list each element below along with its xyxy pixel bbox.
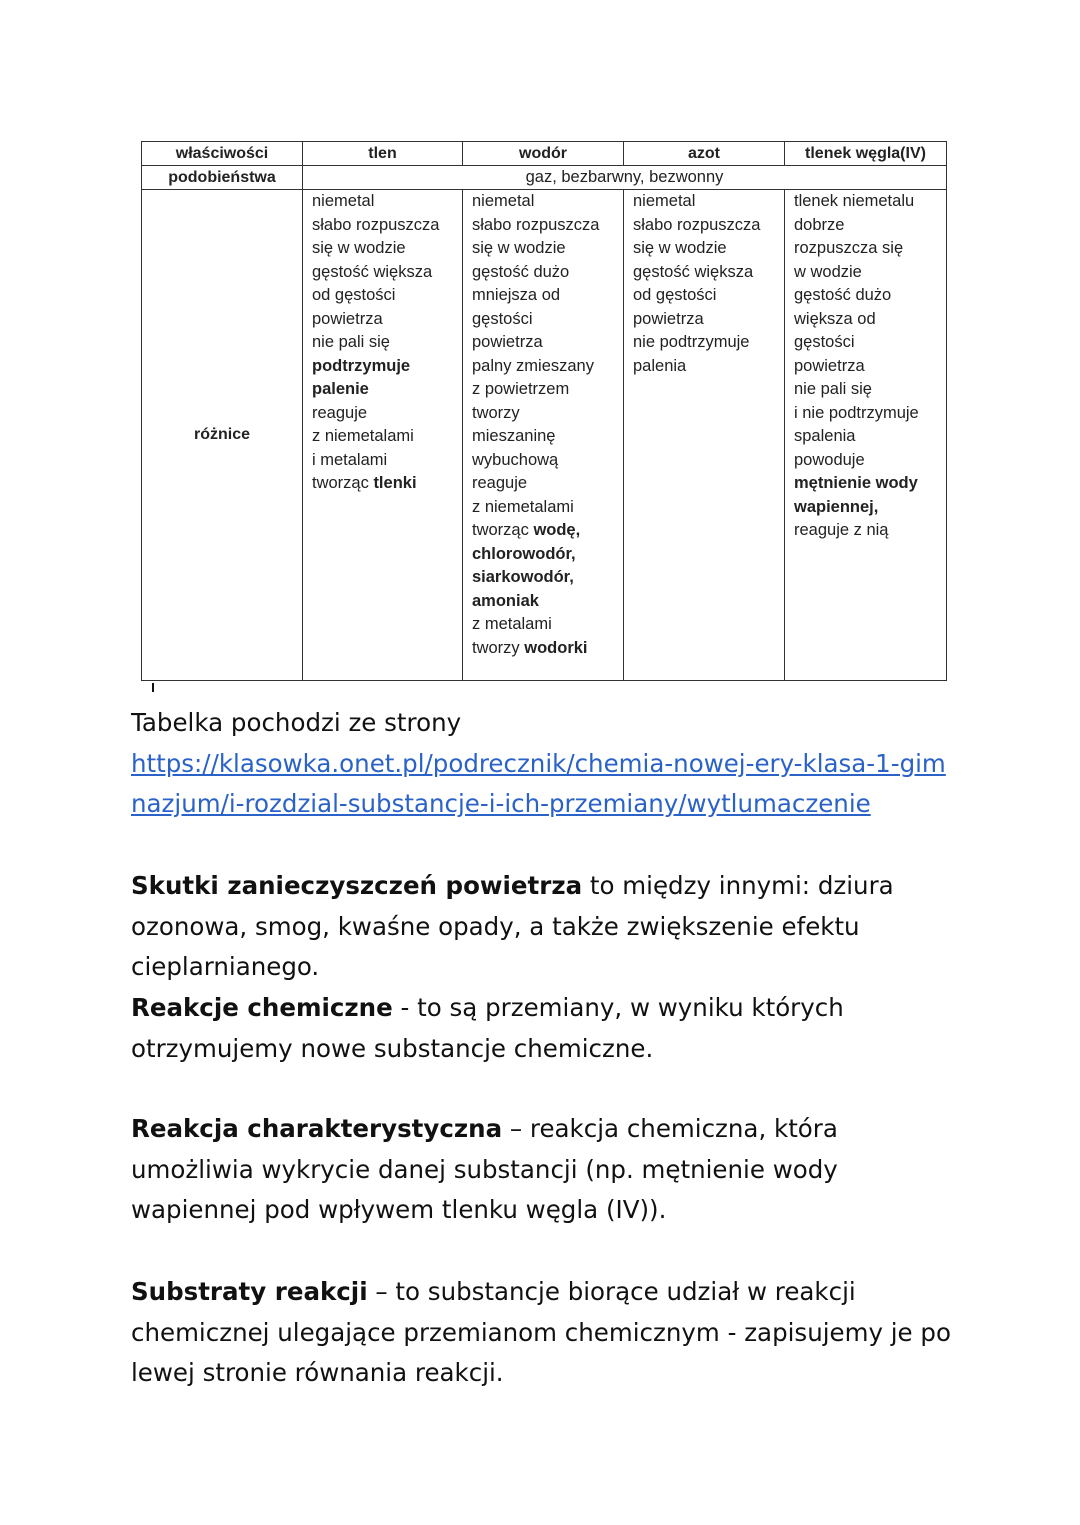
cell-line: i metalami [312, 450, 388, 469]
carbon-dioxide-differences-list [794, 190, 946, 543]
cell-line: reaguje z nią [794, 521, 889, 539]
cell-line: powietrza [312, 309, 383, 328]
oxygen-last-line [312, 472, 462, 496]
cell-line: z metalami [472, 615, 552, 633]
cell-line: od gęstości [312, 286, 396, 304]
properties-table [141, 141, 947, 681]
nitrogen-differences-list [633, 190, 784, 378]
text-characteristic-reaction: – reakcja chemiczna, która umożliwia wykrycie danej substancji (np. mętnienie wody wapiennej pod wpływem tlenku węgla (IV)). [131, 1114, 838, 1224]
cell-line: rozpuszcza się [794, 239, 904, 257]
hydrogen-last-bold: wodorki [524, 638, 588, 657]
cell-line: niemetal [472, 192, 535, 210]
cell-line: wapiennej, [794, 497, 879, 516]
paragraph-characteristic-reaction [131, 1109, 961, 1231]
similarities-value: gaz, bezbarwny, bezwonny [303, 166, 947, 190]
cell-line: się w wodzie [312, 239, 406, 257]
cell-line: nie pali się [312, 333, 390, 351]
differences-row [142, 190, 947, 681]
paragraph-pollution-effects [131, 866, 961, 988]
cell-line: gęstości [794, 333, 855, 351]
carbon-dioxide-differences [785, 190, 947, 681]
cell-line: większa od [794, 309, 876, 328]
hydrogen-differences [463, 190, 624, 681]
header-oxygen: tlen [303, 142, 463, 166]
hydrogen-differences-list-2 [472, 543, 623, 637]
cell-line: gęstość większa [633, 262, 754, 281]
nitrogen-differences [624, 190, 785, 681]
cell-line: mieszaninę [472, 427, 556, 445]
term-pollution-effects: Skutki zanieczyszczeń powietrza [131, 871, 583, 900]
hydrogen-last-line [472, 637, 623, 661]
cell-line: palenie [312, 380, 369, 398]
oxygen-last-bold: tlenki [373, 474, 417, 492]
cell-line: słabo rozpuszcza [633, 215, 761, 234]
cell-line: dobrze [794, 215, 845, 234]
text-reaction-substrates: – to substancje biorące udział w reakcji chemicznej ulegające przemianom chemicznym - zapisujemy je po lewej stronie równania reakcji. [131, 1277, 951, 1387]
cell-line: reaguje [312, 403, 368, 422]
cell-line: amoniak [472, 591, 539, 610]
cell-line: niemetal [633, 192, 696, 210]
cell-line: mętnienie wody [794, 474, 918, 492]
cell-line: z powietrzem [472, 380, 570, 398]
cell-line: i nie podtrzymuje [794, 403, 919, 422]
oxygen-differences [303, 190, 463, 681]
header-properties: właściwości [142, 142, 303, 166]
similarities-row [142, 166, 947, 190]
header-hydrogen: wodór [463, 142, 624, 166]
cell-line: powietrza [633, 309, 704, 328]
hydrogen-differences-list [472, 190, 623, 519]
similarities-label: podobieństwa [142, 166, 303, 190]
hydrogen-mid-plain: tworząc [472, 521, 534, 539]
paragraph-reaction-substrates [131, 1272, 961, 1394]
oxygen-differences-list [312, 190, 462, 472]
cell-line: niemetal [312, 192, 375, 210]
source-link[interactable]: https://klasowka.onet.pl/podrecznik/chemia-nowej-ery-klasa-1-gimnazjum/i-rozdzial-substancje-i-ich-przemiany/wytlumaczenie [131, 748, 946, 818]
cell-line: słabo rozpuszcza [312, 215, 440, 234]
paragraph-chemical-reactions [131, 988, 961, 1069]
cell-line: od gęstości [633, 286, 717, 304]
text-pollution-effects: to między innymi: dziura ozonowa, smog, kwaśne opady, a także zwiększenie efektu cieplarnianego. [131, 871, 894, 981]
term-characteristic-reaction: Reakcja charakterystyczna [131, 1114, 503, 1143]
cell-line: spalenia [794, 427, 856, 445]
cell-line: nie pali się [794, 380, 872, 398]
text-chemical-reactions: - to są przemiany, w wyniku których otrzymujemy nowe substancje chemiczne. [131, 993, 844, 1063]
cell-line: gęstości [472, 309, 533, 328]
cell-line: gęstość dużo [794, 286, 892, 304]
cell-line: z niemetalami [472, 497, 574, 516]
cell-line: z niemetalami [312, 427, 414, 445]
cell-line: powoduje [794, 450, 865, 469]
cell-line: się w wodzie [472, 239, 566, 257]
header-carbon-dioxide: tlenek węgla(IV) [785, 142, 947, 166]
cell-line: gęstość dużo [472, 262, 570, 281]
cell-line: siarkowodór, [472, 568, 574, 586]
cell-line: chlorowodór, [472, 544, 576, 563]
stray-mark [152, 683, 154, 692]
term-chemical-reactions: Reakcje chemiczne [131, 993, 393, 1022]
source-intro: Tabelka pochodzi ze strony [131, 708, 462, 737]
cell-line: słabo rozpuszcza [472, 215, 600, 234]
term-reaction-substrates: Substraty reakcji [131, 1277, 368, 1306]
oxygen-last-plain: tworząc [312, 474, 374, 492]
cell-line: gęstość większa [312, 262, 433, 281]
hydrogen-mid-line [472, 519, 623, 543]
cell-line: nie podtrzymuje [633, 333, 750, 351]
header-nitrogen: azot [624, 142, 785, 166]
differences-label: różnice [142, 190, 303, 681]
cell-line: w wodzie [794, 262, 862, 281]
cell-line: powietrza [794, 356, 865, 375]
cell-line: wybuchową [472, 450, 559, 469]
cell-line: podtrzymuje [312, 356, 411, 375]
table-header-row [142, 142, 947, 166]
cell-line: palny zmieszany [472, 356, 594, 375]
cell-line: się w wodzie [633, 239, 727, 257]
cell-line: powietrza [472, 333, 543, 351]
hydrogen-last-plain: tworzy [472, 638, 525, 657]
cell-line: palenia [633, 356, 687, 375]
cell-line: reaguje [472, 474, 528, 492]
hydrogen-mid-bold: wodę, [533, 521, 581, 539]
source-note [131, 703, 961, 825]
cell-line: tworzy [472, 403, 520, 422]
cell-line: tlenek niemetalu [794, 192, 915, 210]
cell-line: mniejsza od [472, 286, 561, 304]
